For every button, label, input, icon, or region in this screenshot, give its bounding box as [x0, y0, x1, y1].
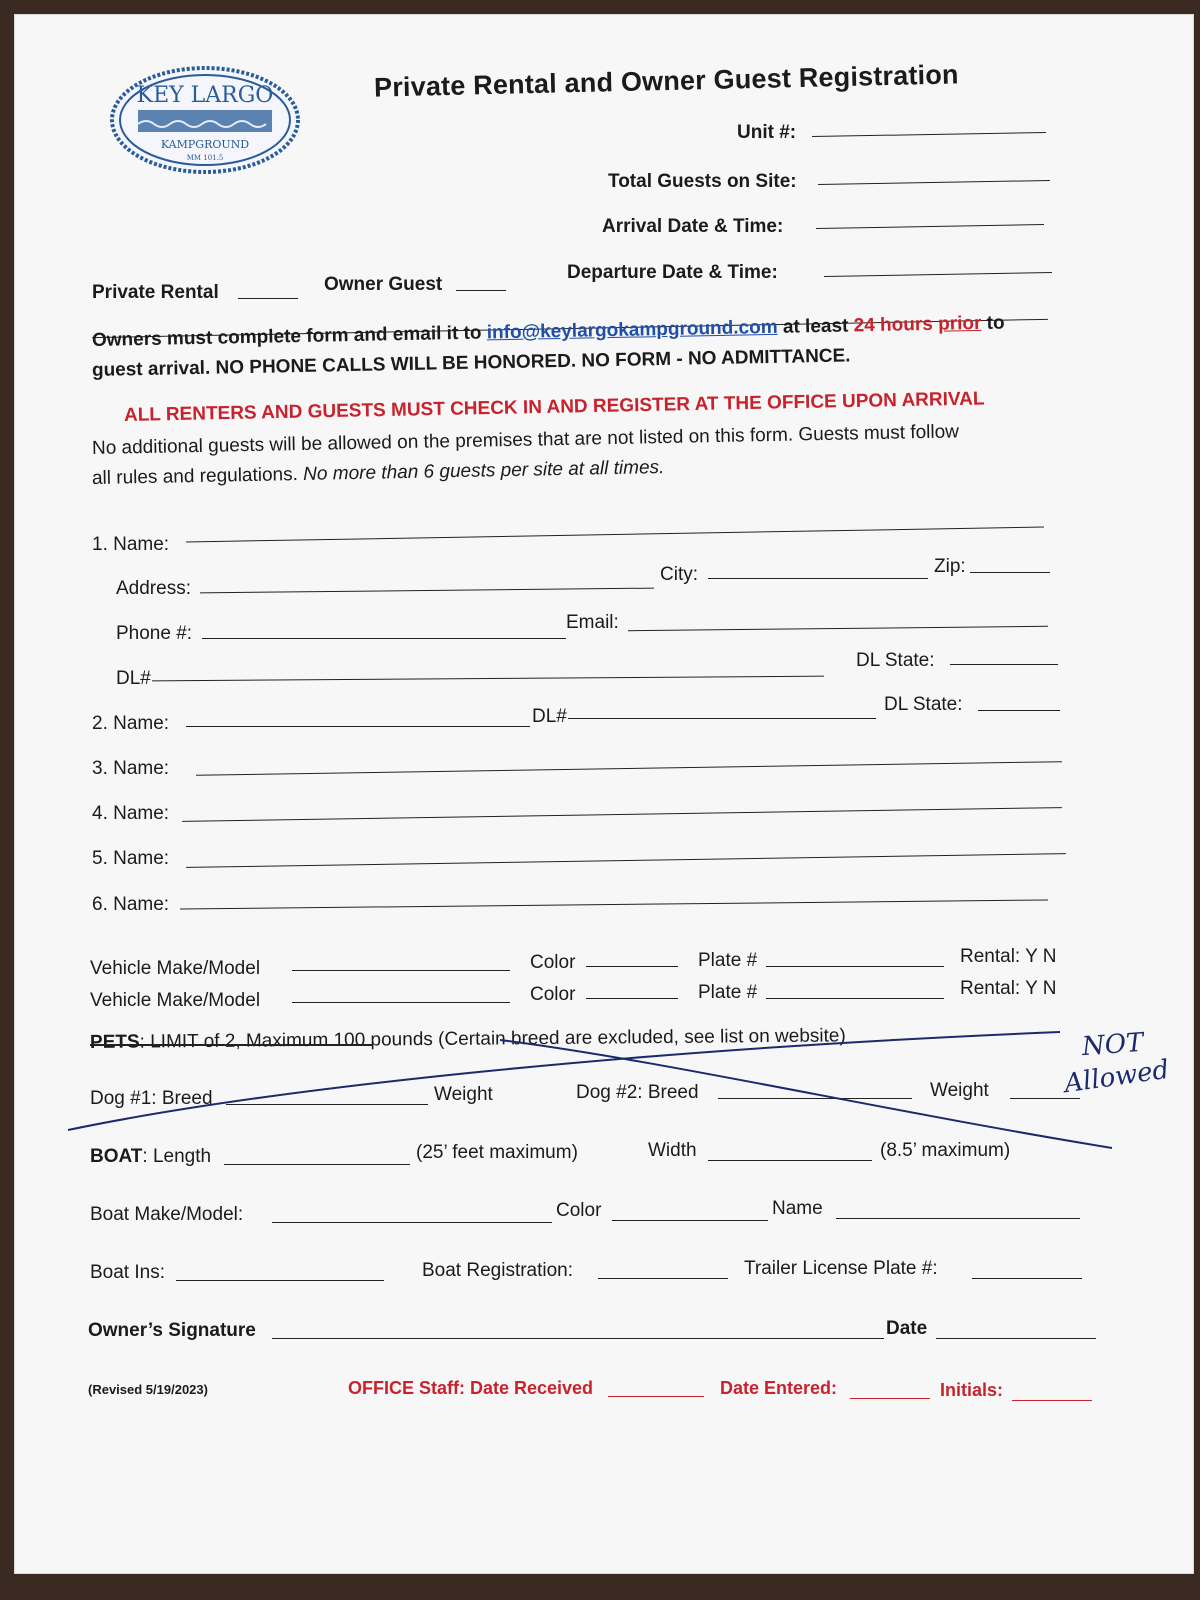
guest-2-dl-label: DL#	[532, 706, 567, 727]
boat-make-label: Boat Make/Model:	[90, 1204, 244, 1225]
handwritten-not: NOT	[1081, 1027, 1145, 1063]
boat-label: BOAT	[90, 1146, 143, 1167]
notice-text-c: to	[981, 312, 1005, 334]
vehicle-1-make-field[interactable]	[292, 970, 510, 971]
notice-text-b: at least	[777, 315, 854, 338]
boat-length-label: : Length	[142, 1146, 212, 1167]
revised-date: (Revised 5/19/2023)	[88, 1382, 208, 1397]
vehicle-2-color-label: Color	[530, 984, 576, 1005]
phone-field[interactable]	[202, 638, 566, 639]
email-link[interactable]: info@keylargokampground.com	[486, 316, 778, 344]
logo-sub: KAMPGROUND	[160, 138, 250, 151]
city-label: City:	[660, 564, 698, 585]
vehicle-2-rental-label[interactable]: Rental: Y N	[960, 978, 1057, 999]
vehicle-2-color-field[interactable]	[586, 998, 678, 999]
owner-guest-field[interactable]	[456, 290, 506, 291]
guest-6-name-label: 6. Name:	[92, 894, 170, 915]
dl-state-field[interactable]	[950, 664, 1058, 665]
date-label: Date	[886, 1318, 928, 1339]
boat-length-max: (25’ feet maximum)	[416, 1142, 578, 1163]
phone-label: Phone #:	[116, 623, 193, 644]
guest-2-dl-state-field[interactable]	[978, 710, 1060, 711]
address-label: Address:	[116, 578, 191, 599]
date-entered-field[interactable]	[850, 1398, 930, 1399]
city-field[interactable]	[708, 578, 928, 579]
vehicle-2-make-field[interactable]	[292, 1002, 510, 1003]
guest-2-name-label: 2. Name:	[92, 713, 170, 734]
boat-width-field[interactable]	[708, 1160, 872, 1161]
checkin-heading: ALL RENTERS AND GUESTS MUST CHECK IN AND REGISTER AT THE OFFICE UPON ARRIVAL	[123, 388, 985, 426]
total-guests-label: Total Guests on Site:	[608, 171, 797, 192]
office-date-received-label: OFFICE Staff: Date Received	[348, 1378, 594, 1398]
boat-name-label: Name	[772, 1198, 823, 1219]
private-rental-field[interactable]	[238, 298, 298, 299]
boat-length-field[interactable]	[224, 1164, 410, 1165]
boat-make-field[interactable]	[272, 1222, 552, 1223]
checkin-line-1: No additional guests will be allowed on the premises that are not listed on this form. Guests must follow	[91, 421, 960, 459]
dl-state-label: DL State:	[856, 650, 935, 671]
dog-1-label: Dog #1: Breed	[90, 1088, 213, 1109]
office-date-received-field[interactable]	[608, 1396, 704, 1397]
logo-name: KEY LARGO	[136, 83, 274, 108]
rules-text: all rules and regulations.	[91, 463, 304, 489]
dl-label: DL#	[116, 668, 151, 689]
departure-label: Departure Date & Time:	[567, 262, 778, 283]
key-largo-logo	[108, 64, 302, 176]
prior-text: prior	[937, 312, 982, 335]
guest-2-name-field[interactable]	[186, 726, 530, 727]
guest-3-name-label: 3. Name:	[92, 758, 170, 779]
notice-text-a: Owners must complete form and email it to	[91, 322, 487, 351]
date-field[interactable]	[936, 1338, 1096, 1339]
vehicle-1-plate-field[interactable]	[766, 966, 944, 967]
zip-field[interactable]	[970, 572, 1050, 573]
hours-text: 24 hours	[853, 313, 934, 337]
guest-2-dl-field[interactable]	[568, 718, 876, 719]
boat-length-row	[90, 1146, 211, 1168]
notice-line-2: guest arrival. NO PHONE CALLS WILL BE HONORED. NO FORM - NO ADMITTANCE.	[91, 345, 851, 381]
dog-2-weight-label: Weight	[930, 1080, 989, 1101]
vehicle-2-plate-label: Plate #	[698, 982, 758, 1003]
initials-field[interactable]	[1012, 1400, 1092, 1401]
guest-5-name-label: 5. Name:	[92, 848, 170, 869]
vehicle-1-plate-label: Plate #	[698, 950, 758, 971]
boat-ins-label: Boat Ins:	[90, 1262, 165, 1283]
initials-label: Initials:	[940, 1380, 1004, 1400]
private-rental-label: Private Rental	[92, 282, 219, 303]
vehicle-2-make-label: Vehicle Make/Model	[90, 990, 261, 1011]
owner-signature-field[interactable]	[272, 1338, 884, 1339]
email-label: Email:	[566, 612, 619, 633]
boat-color-field[interactable]	[612, 1220, 768, 1221]
boat-registration-label: Boat Registration:	[422, 1260, 574, 1281]
logo-mm: MM 101.5	[186, 154, 224, 162]
boat-registration-field[interactable]	[598, 1278, 728, 1279]
dog-2-label: Dog #2: Breed	[576, 1082, 699, 1103]
zip-label: Zip:	[934, 556, 966, 577]
trailer-plate-field[interactable]	[972, 1278, 1082, 1279]
trailer-plate-label: Trailer License Plate #:	[744, 1258, 938, 1279]
handwritten-allowed: Allowed	[1062, 1054, 1171, 1100]
vehicle-2-plate-field[interactable]	[766, 998, 944, 999]
vehicle-1-make-label: Vehicle Make/Model	[90, 958, 261, 979]
arrival-label: Arrival Date & Time:	[602, 216, 784, 237]
boat-width-label: Width	[648, 1140, 697, 1161]
pets-label: PETS	[89, 1031, 140, 1053]
page-title: Private Rental and Owner Guest Registration	[373, 59, 960, 103]
vehicle-1-color-field[interactable]	[586, 966, 678, 967]
boat-width-max: (8.5’ maximum)	[880, 1140, 1011, 1161]
guest-1-name-label: 1. Name:	[92, 534, 170, 555]
boat-color-label: Color	[556, 1200, 602, 1221]
boat-name-field[interactable]	[836, 1218, 1080, 1219]
owner-signature-label: Owner’s Signature	[88, 1320, 256, 1341]
max-guests-text: No more than 6 guests per site at all times.	[302, 457, 665, 485]
unit-label: Unit #:	[737, 122, 797, 143]
pets-rule-text: : LIMIT of 2, Maximum 100 pounds (Certain breed are excluded, see list on website)	[139, 1025, 846, 1053]
vehicle-1-rental-label[interactable]: Rental: Y N	[960, 946, 1057, 967]
pets-cross-out	[60, 1020, 1140, 1150]
guest-4-name-label: 4. Name:	[92, 803, 170, 824]
date-entered-label: Date Entered:	[720, 1378, 838, 1398]
owner-guest-label: Owner Guest	[324, 274, 443, 295]
dog-1-weight-label: Weight	[434, 1084, 493, 1105]
vehicle-1-color-label: Color	[530, 952, 576, 973]
guest-2-dl-state-label: DL State:	[884, 694, 963, 715]
boat-ins-field[interactable]	[176, 1280, 384, 1281]
